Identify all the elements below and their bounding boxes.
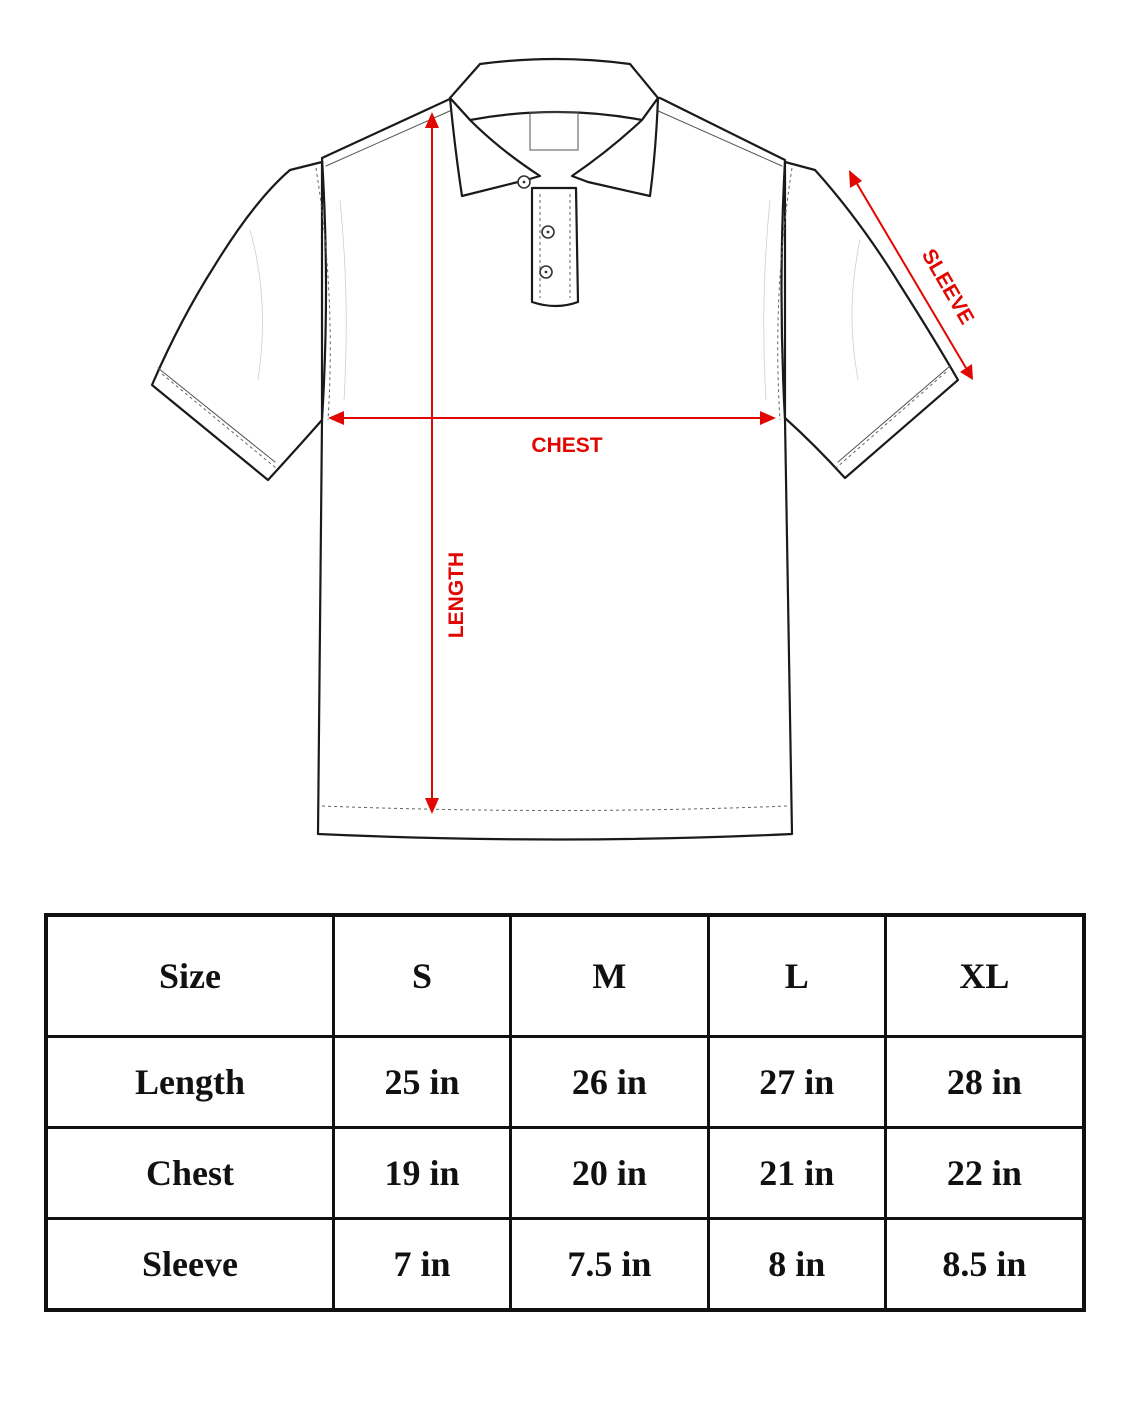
table-row bbox=[46, 1037, 1084, 1128]
button-icon bbox=[540, 266, 552, 278]
button-icon bbox=[518, 176, 530, 188]
table-cell: 7 in bbox=[334, 1219, 511, 1311]
table-row bbox=[46, 1128, 1084, 1219]
row-label-sleeve: Sleeve bbox=[46, 1219, 334, 1311]
header-size: Size bbox=[46, 915, 334, 1037]
header-s: S bbox=[334, 915, 511, 1037]
left-sleeve bbox=[152, 162, 322, 480]
sleeve-label: SLEEVE bbox=[916, 245, 979, 329]
table-cell: 19 in bbox=[334, 1128, 511, 1219]
collar-band bbox=[450, 59, 658, 120]
table-cell: 22 in bbox=[885, 1128, 1084, 1219]
header-xl: XL bbox=[885, 915, 1084, 1037]
length-label: LENGTH bbox=[445, 551, 468, 639]
table-cell: 20 in bbox=[511, 1128, 709, 1219]
placket bbox=[532, 188, 578, 306]
table-row bbox=[46, 1219, 1084, 1311]
row-label-length: Length bbox=[46, 1037, 334, 1128]
header-l: L bbox=[708, 915, 885, 1037]
button-icon bbox=[542, 226, 554, 238]
table-cell: 28 in bbox=[885, 1037, 1084, 1128]
table-cell: 8.5 in bbox=[885, 1219, 1084, 1311]
header-m: M bbox=[511, 915, 709, 1037]
chest-label: CHEST bbox=[531, 434, 603, 457]
size-chart-table bbox=[44, 913, 1086, 1312]
table-cell: 21 in bbox=[708, 1128, 885, 1219]
table-cell: 27 in bbox=[708, 1037, 885, 1128]
table-cell: 8 in bbox=[708, 1219, 885, 1311]
row-label-chest: Chest bbox=[46, 1128, 334, 1219]
table-header-row bbox=[46, 915, 1084, 1037]
table-cell: 7.5 in bbox=[511, 1219, 709, 1311]
table-cell: 25 in bbox=[334, 1037, 511, 1128]
table-cell: 26 in bbox=[511, 1037, 709, 1128]
